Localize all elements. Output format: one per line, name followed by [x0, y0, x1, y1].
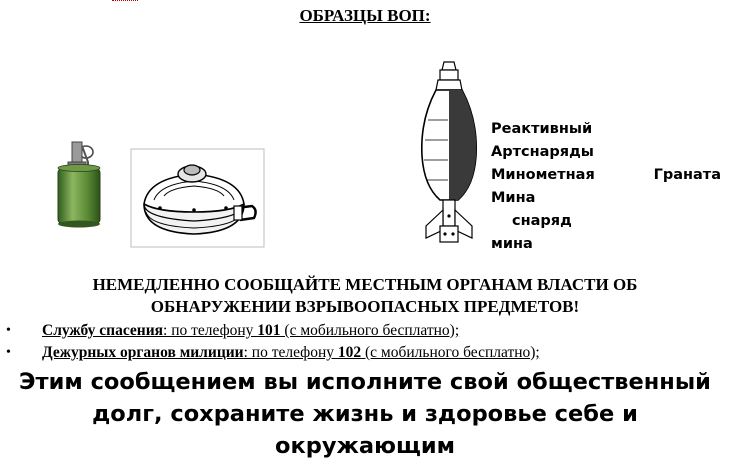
- label-line: мина: [491, 236, 533, 252]
- corner-mark: [112, 0, 138, 3]
- label-line: Реактивный: [491, 121, 593, 137]
- phone-note: (с мобильного бесплатно);: [361, 344, 540, 361]
- list-item: [0, 342, 730, 364]
- closing-line: Этим сообщением вы исполните свой общественный: [19, 369, 711, 395]
- anti-tank-mine-illustration: [130, 148, 265, 248]
- warning-line: НЕМЕДЛЕННО СООБЩАЙТЕ МЕСТНЫМ ОРГАНАМ ВЛАСТИ ОБ: [92, 275, 638, 294]
- closing-line: долг, сохраните жизнь и здоровье себе и окружающим: [92, 401, 638, 459]
- bullet-icon: •: [6, 345, 11, 360]
- bullet-icon: •: [6, 323, 11, 338]
- warning-notice: [0, 274, 730, 318]
- label-mortar: Минометная: [491, 167, 595, 183]
- service-name: Дежурных органов милиции: [42, 344, 244, 361]
- closing-message: [0, 366, 730, 462]
- label-line-split: [491, 164, 721, 187]
- ordnance-labels: [491, 118, 721, 256]
- service-name: Службу спасения: [42, 322, 164, 339]
- phone-note: (с мобильного бесплатно);: [280, 322, 460, 339]
- label-grenade: Граната: [653, 167, 721, 183]
- list-item: [0, 320, 730, 342]
- phone-prefix: : по телефону: [163, 322, 258, 339]
- label-line: Мина: [491, 190, 536, 206]
- label-line: Артснаряды: [491, 144, 594, 160]
- phone-number: 101: [257, 322, 281, 339]
- phone-prefix: : по телефону: [243, 344, 338, 361]
- mortar-shell-illustration: [412, 60, 488, 250]
- warning-line: ОБНАРУЖЕНИИ ВЗРЫВООПАСНЫХ ПРЕДМЕТОВ!: [150, 297, 580, 316]
- phone-number: 102: [337, 344, 362, 361]
- contact-list: [0, 320, 730, 364]
- page-title: ОБРАЗЦЫ ВОП:: [299, 6, 431, 25]
- label-line: снаряд: [512, 213, 572, 229]
- hand-grenade-illustration: [50, 138, 110, 230]
